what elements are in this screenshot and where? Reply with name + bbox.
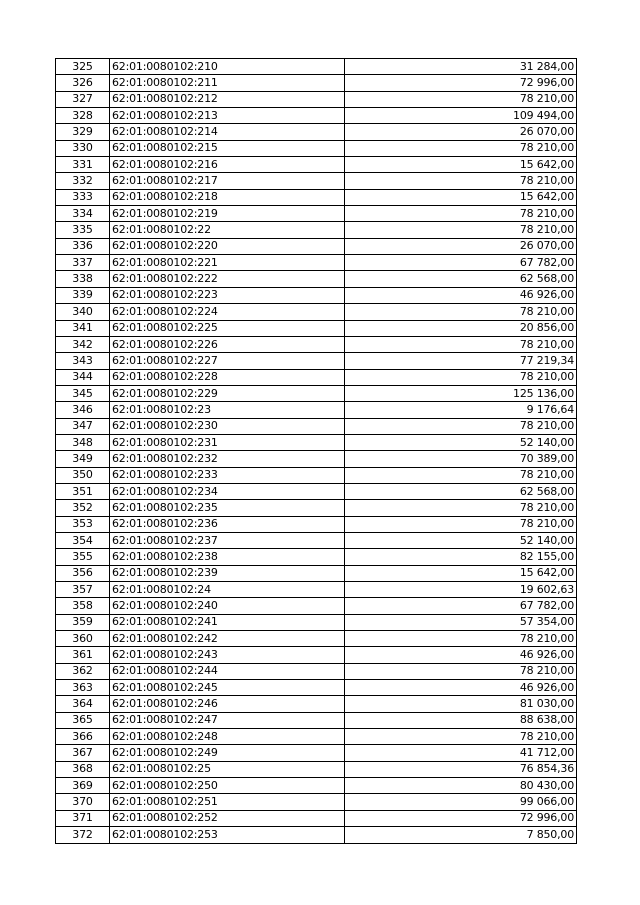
table-row <box>56 827 577 843</box>
cadastral-number: 62:01:0080102:239 <box>110 565 345 581</box>
row-number: 358 <box>56 598 110 614</box>
row-number: 367 <box>56 745 110 761</box>
table-row <box>56 385 577 401</box>
row-number: 334 <box>56 206 110 222</box>
cadastral-number: 62:01:0080102:244 <box>110 663 345 679</box>
cadastral-number: 62:01:0080102:246 <box>110 696 345 712</box>
row-number: 327 <box>56 91 110 107</box>
value-amount: 41 712,00 <box>345 745 577 761</box>
table-row <box>56 206 577 222</box>
cadastral-number: 62:01:0080102:219 <box>110 206 345 222</box>
value-amount: 82 155,00 <box>345 549 577 565</box>
table-row <box>56 745 577 761</box>
cadastral-number: 62:01:0080102:247 <box>110 712 345 728</box>
value-amount: 76 854,36 <box>345 761 577 777</box>
table-row <box>56 173 577 189</box>
row-number: 364 <box>56 696 110 712</box>
cadastral-number: 62:01:0080102:225 <box>110 320 345 336</box>
value-amount: 78 210,00 <box>345 663 577 679</box>
table-row <box>56 451 577 467</box>
row-number: 348 <box>56 434 110 450</box>
table-row <box>56 549 577 565</box>
value-amount: 67 782,00 <box>345 598 577 614</box>
row-number: 333 <box>56 189 110 205</box>
value-amount: 88 638,00 <box>345 712 577 728</box>
value-amount: 46 926,00 <box>345 287 577 303</box>
table-row <box>56 614 577 630</box>
cadastral-value-table <box>55 58 577 844</box>
table-row <box>56 778 577 794</box>
table-row <box>56 729 577 745</box>
table-row <box>56 516 577 532</box>
cadastral-number: 62:01:0080102:248 <box>110 729 345 745</box>
cadastral-number: 62:01:0080102:252 <box>110 810 345 826</box>
value-amount: 78 210,00 <box>345 516 577 532</box>
row-number: 368 <box>56 761 110 777</box>
value-amount: 80 430,00 <box>345 778 577 794</box>
row-number: 356 <box>56 565 110 581</box>
row-number: 344 <box>56 369 110 385</box>
value-amount: 72 996,00 <box>345 810 577 826</box>
row-number: 369 <box>56 778 110 794</box>
table-row <box>56 565 577 581</box>
row-number: 357 <box>56 582 110 598</box>
cadastral-number: 62:01:0080102:233 <box>110 467 345 483</box>
row-number: 352 <box>56 500 110 516</box>
value-amount: 26 070,00 <box>345 238 577 254</box>
cadastral-number: 62:01:0080102:232 <box>110 451 345 467</box>
value-amount: 81 030,00 <box>345 696 577 712</box>
cadastral-number: 62:01:0080102:22 <box>110 222 345 238</box>
value-amount: 20 856,00 <box>345 320 577 336</box>
row-number: 340 <box>56 304 110 320</box>
table-row <box>56 108 577 124</box>
value-amount: 99 066,00 <box>345 794 577 810</box>
cadastral-number: 62:01:0080102:227 <box>110 353 345 369</box>
row-number: 354 <box>56 532 110 548</box>
row-number: 330 <box>56 140 110 156</box>
table-row <box>56 75 577 91</box>
value-amount: 78 210,00 <box>345 467 577 483</box>
cadastral-number: 62:01:0080102:213 <box>110 108 345 124</box>
row-number: 328 <box>56 108 110 124</box>
table-row <box>56 761 577 777</box>
table-row <box>56 680 577 696</box>
table-row <box>56 647 577 663</box>
value-amount: 52 140,00 <box>345 532 577 548</box>
value-amount: 78 210,00 <box>345 91 577 107</box>
value-amount: 78 210,00 <box>345 222 577 238</box>
row-number: 332 <box>56 173 110 189</box>
cadastral-number: 62:01:0080102:235 <box>110 500 345 516</box>
table-row <box>56 696 577 712</box>
table-row <box>56 810 577 826</box>
row-number: 350 <box>56 467 110 483</box>
cadastral-number: 62:01:0080102:241 <box>110 614 345 630</box>
row-number: 329 <box>56 124 110 140</box>
table-row <box>56 91 577 107</box>
cadastral-number: 62:01:0080102:250 <box>110 778 345 794</box>
cadastral-number: 62:01:0080102:220 <box>110 238 345 254</box>
table-row <box>56 418 577 434</box>
table-row <box>56 222 577 238</box>
value-amount: 57 354,00 <box>345 614 577 630</box>
row-number: 360 <box>56 631 110 647</box>
cadastral-number: 62:01:0080102:251 <box>110 794 345 810</box>
table-row <box>56 434 577 450</box>
cadastral-number: 62:01:0080102:226 <box>110 336 345 352</box>
value-amount: 125 136,00 <box>345 385 577 401</box>
cadastral-number: 62:01:0080102:234 <box>110 483 345 499</box>
row-number: 365 <box>56 712 110 728</box>
table-row <box>56 483 577 499</box>
cadastral-number: 62:01:0080102:211 <box>110 75 345 91</box>
table-row <box>56 336 577 352</box>
table-row <box>56 238 577 254</box>
row-number: 326 <box>56 75 110 91</box>
table-row <box>56 353 577 369</box>
value-amount: 46 926,00 <box>345 647 577 663</box>
table-row <box>56 59 577 75</box>
row-number: 372 <box>56 827 110 843</box>
cadastral-number: 62:01:0080102:236 <box>110 516 345 532</box>
cadastral-number: 62:01:0080102:212 <box>110 91 345 107</box>
value-amount: 62 568,00 <box>345 271 577 287</box>
row-number: 363 <box>56 680 110 696</box>
value-amount: 78 210,00 <box>345 206 577 222</box>
cadastral-number: 62:01:0080102:238 <box>110 549 345 565</box>
cadastral-number: 62:01:0080102:249 <box>110 745 345 761</box>
value-amount: 15 642,00 <box>345 565 577 581</box>
cadastral-number: 62:01:0080102:25 <box>110 761 345 777</box>
value-amount: 62 568,00 <box>345 483 577 499</box>
cadastral-number: 62:01:0080102:24 <box>110 582 345 598</box>
value-amount: 78 210,00 <box>345 500 577 516</box>
cadastral-number: 62:01:0080102:228 <box>110 369 345 385</box>
row-number: 347 <box>56 418 110 434</box>
value-amount: 78 210,00 <box>345 631 577 647</box>
row-number: 362 <box>56 663 110 679</box>
table-row <box>56 663 577 679</box>
cadastral-number: 62:01:0080102:215 <box>110 140 345 156</box>
cadastral-number: 62:01:0080102:210 <box>110 59 345 75</box>
row-number: 346 <box>56 402 110 418</box>
cadastral-number: 62:01:0080102:230 <box>110 418 345 434</box>
table-row <box>56 794 577 810</box>
table-row <box>56 467 577 483</box>
value-amount: 78 210,00 <box>345 418 577 434</box>
row-number: 337 <box>56 255 110 271</box>
table-row <box>56 189 577 205</box>
cadastral-number: 62:01:0080102:240 <box>110 598 345 614</box>
value-amount: 78 210,00 <box>345 729 577 745</box>
value-amount: 52 140,00 <box>345 434 577 450</box>
table-row <box>56 712 577 728</box>
cadastral-number: 62:01:0080102:223 <box>110 287 345 303</box>
table-row <box>56 500 577 516</box>
value-amount: 78 210,00 <box>345 140 577 156</box>
value-amount: 78 210,00 <box>345 336 577 352</box>
table-row <box>56 631 577 647</box>
table-body <box>56 59 577 844</box>
value-amount: 31 284,00 <box>345 59 577 75</box>
row-number: 335 <box>56 222 110 238</box>
cadastral-number: 62:01:0080102:222 <box>110 271 345 287</box>
value-amount: 67 782,00 <box>345 255 577 271</box>
cadastral-number: 62:01:0080102:216 <box>110 157 345 173</box>
cadastral-number: 62:01:0080102:231 <box>110 434 345 450</box>
value-amount: 72 996,00 <box>345 75 577 91</box>
cadastral-number: 62:01:0080102:242 <box>110 631 345 647</box>
row-number: 361 <box>56 647 110 663</box>
value-amount: 78 210,00 <box>345 173 577 189</box>
table-row <box>56 320 577 336</box>
table-row <box>56 598 577 614</box>
cadastral-number: 62:01:0080102:253 <box>110 827 345 843</box>
value-amount: 7 850,00 <box>345 827 577 843</box>
row-number: 331 <box>56 157 110 173</box>
row-number: 370 <box>56 794 110 810</box>
value-amount: 19 602,63 <box>345 582 577 598</box>
value-amount: 26 070,00 <box>345 124 577 140</box>
value-amount: 78 210,00 <box>345 369 577 385</box>
row-number: 355 <box>56 549 110 565</box>
table-row <box>56 369 577 385</box>
cadastral-number: 62:01:0080102:245 <box>110 680 345 696</box>
row-number: 343 <box>56 353 110 369</box>
cadastral-number: 62:01:0080102:243 <box>110 647 345 663</box>
row-number: 341 <box>56 320 110 336</box>
table-row <box>56 124 577 140</box>
table-row <box>56 287 577 303</box>
row-number: 349 <box>56 451 110 467</box>
table-row <box>56 271 577 287</box>
cadastral-number: 62:01:0080102:217 <box>110 173 345 189</box>
row-number: 366 <box>56 729 110 745</box>
value-amount: 15 642,00 <box>345 189 577 205</box>
row-number: 359 <box>56 614 110 630</box>
table-row <box>56 157 577 173</box>
cadastral-number: 62:01:0080102:229 <box>110 385 345 401</box>
value-amount: 46 926,00 <box>345 680 577 696</box>
cadastral-number: 62:01:0080102:224 <box>110 304 345 320</box>
table-row <box>56 304 577 320</box>
cadastral-number: 62:01:0080102:23 <box>110 402 345 418</box>
row-number: 339 <box>56 287 110 303</box>
row-number: 351 <box>56 483 110 499</box>
value-amount: 109 494,00 <box>345 108 577 124</box>
row-number: 338 <box>56 271 110 287</box>
row-number: 342 <box>56 336 110 352</box>
row-number: 336 <box>56 238 110 254</box>
value-amount: 78 210,00 <box>345 304 577 320</box>
cadastral-number: 62:01:0080102:221 <box>110 255 345 271</box>
row-number: 371 <box>56 810 110 826</box>
cadastral-number: 62:01:0080102:218 <box>110 189 345 205</box>
cadastral-number: 62:01:0080102:237 <box>110 532 345 548</box>
table-row <box>56 402 577 418</box>
value-amount: 15 642,00 <box>345 157 577 173</box>
cadastral-number: 62:01:0080102:214 <box>110 124 345 140</box>
value-amount: 70 389,00 <box>345 451 577 467</box>
table-row <box>56 255 577 271</box>
row-number: 353 <box>56 516 110 532</box>
value-amount: 9 176,64 <box>345 402 577 418</box>
row-number: 325 <box>56 59 110 75</box>
value-amount: 77 219,34 <box>345 353 577 369</box>
table-row <box>56 582 577 598</box>
table-row <box>56 140 577 156</box>
row-number: 345 <box>56 385 110 401</box>
table-row <box>56 532 577 548</box>
